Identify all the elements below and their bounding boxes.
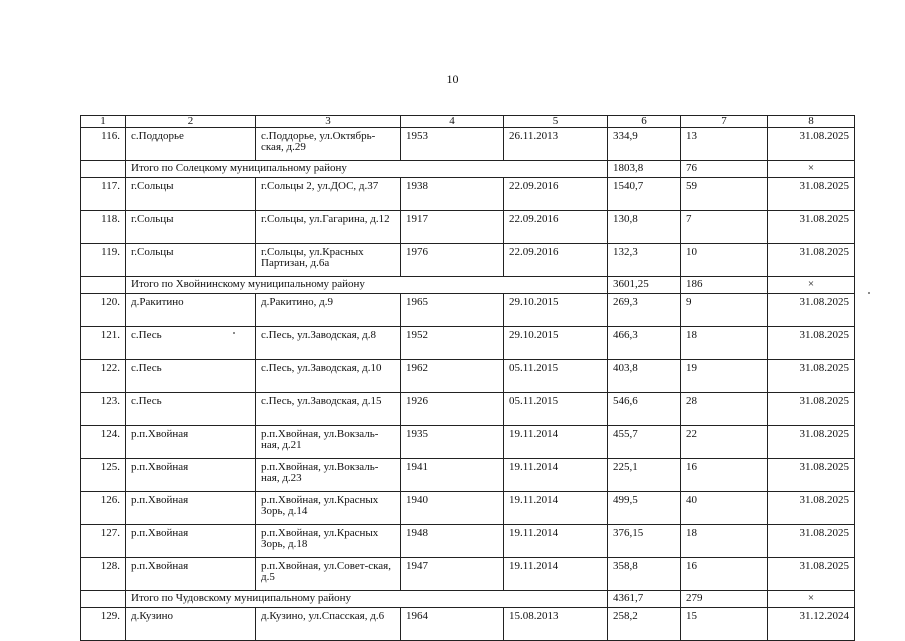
area-cell: 466,3 [608, 327, 681, 360]
scan-speck [233, 332, 235, 334]
column-header: 8 [768, 116, 855, 128]
row-number: 128. [81, 558, 126, 591]
count-cell: 10 [681, 244, 768, 277]
deadline-cell: 31.08.2025 [768, 459, 855, 492]
year-cell: 1952 [401, 327, 504, 360]
date-cell: 15.08.2013 [504, 608, 608, 641]
deadline-cell: 31.08.2025 [768, 294, 855, 327]
year-cell: 1947 [401, 558, 504, 591]
area-cell: 546,6 [608, 393, 681, 426]
total-area: 3601,25 [608, 277, 681, 294]
deadline-cell: 31.08.2025 [768, 525, 855, 558]
area-cell: 130,8 [608, 211, 681, 244]
row-number: 124. [81, 426, 126, 459]
address-cell: р.п.Хвойная, ул.Совет-ская, д.5 [256, 558, 401, 591]
locality-cell: с.Песь [126, 360, 256, 393]
total-count: 76 [681, 161, 768, 178]
total-label: Итого по Солецкому муниципальному району [126, 161, 608, 178]
area-cell: 403,8 [608, 360, 681, 393]
total-empty-cell [81, 591, 126, 608]
district-total-row [81, 591, 855, 608]
total-mark: × [768, 591, 855, 608]
deadline-cell: 31.08.2025 [768, 178, 855, 211]
row-number: 117. [81, 178, 126, 211]
date-cell: 19.11.2014 [504, 459, 608, 492]
area-cell: 376,15 [608, 525, 681, 558]
date-cell: 26.11.2013 [504, 128, 608, 161]
locality-cell: г.Сольцы [126, 244, 256, 277]
total-area: 4361,7 [608, 591, 681, 608]
address-cell: р.п.Хвойная, ул.Красных Зорь, д.18 [256, 525, 401, 558]
deadline-cell: 31.08.2025 [768, 128, 855, 161]
area-cell: 1540,7 [608, 178, 681, 211]
deadline-cell: 31.08.2025 [768, 211, 855, 244]
year-cell: 1926 [401, 393, 504, 426]
column-header: 1 [81, 116, 126, 128]
table-row [81, 360, 855, 393]
year-cell: 1965 [401, 294, 504, 327]
address-cell: д.Ракитино, д.9 [256, 294, 401, 327]
locality-cell: р.п.Хвойная [126, 492, 256, 525]
total-label: Итого по Хвойнинскому муниципальному району [126, 277, 608, 294]
count-cell: 18 [681, 327, 768, 360]
page-number: 10 [446, 72, 459, 86]
area-cell: 334,9 [608, 128, 681, 161]
column-header: 2 [126, 116, 256, 128]
table-row [81, 327, 855, 360]
count-cell: 59 [681, 178, 768, 211]
total-label: Итого по Чудовскому муниципальному району [126, 591, 608, 608]
date-cell: 22.09.2016 [504, 211, 608, 244]
year-cell: 1976 [401, 244, 504, 277]
table-row [81, 558, 855, 591]
register-table [80, 115, 855, 641]
year-cell: 1953 [401, 128, 504, 161]
table-row [81, 128, 855, 161]
address-cell: с.Песь, ул.Заводская, д.10 [256, 360, 401, 393]
area-cell: 269,3 [608, 294, 681, 327]
year-cell: 1964 [401, 608, 504, 641]
table-row [81, 492, 855, 525]
date-cell: 19.11.2014 [504, 426, 608, 459]
count-cell: 18 [681, 525, 768, 558]
table-row [81, 393, 855, 426]
district-total-row [81, 161, 855, 178]
address-cell: г.Сольцы, ул.Красных Партизан, д.6а [256, 244, 401, 277]
row-number: 125. [81, 459, 126, 492]
column-header: 4 [401, 116, 504, 128]
scan-speck [868, 292, 870, 294]
column-header: 7 [681, 116, 768, 128]
locality-cell: с.Песь [126, 393, 256, 426]
count-cell: 13 [681, 128, 768, 161]
year-cell: 1941 [401, 459, 504, 492]
address-cell: с.Песь, ул.Заводская, д.8 [256, 327, 401, 360]
date-cell: 19.11.2014 [504, 558, 608, 591]
locality-cell: г.Сольцы [126, 211, 256, 244]
count-cell: 19 [681, 360, 768, 393]
date-cell: 29.10.2015 [504, 327, 608, 360]
total-mark: × [768, 161, 855, 178]
address-cell: р.п.Хвойная, ул.Красных Зорь, д.14 [256, 492, 401, 525]
locality-cell: г.Сольцы [126, 178, 256, 211]
year-cell: 1935 [401, 426, 504, 459]
locality-cell: д.Ракитино [126, 294, 256, 327]
area-cell: 455,7 [608, 426, 681, 459]
table-row [81, 426, 855, 459]
locality-cell: с.Песь [126, 327, 256, 360]
count-cell: 28 [681, 393, 768, 426]
column-header-row [81, 116, 855, 128]
address-cell: г.Сольцы 2, ул.ДОС, д.37 [256, 178, 401, 211]
locality-cell: р.п.Хвойная [126, 525, 256, 558]
row-number: 119. [81, 244, 126, 277]
date-cell: 22.09.2016 [504, 178, 608, 211]
count-cell: 40 [681, 492, 768, 525]
year-cell: 1948 [401, 525, 504, 558]
deadline-cell: 31.08.2025 [768, 244, 855, 277]
total-empty-cell [81, 277, 126, 294]
row-number: 116. [81, 128, 126, 161]
row-number: 118. [81, 211, 126, 244]
locality-cell: р.п.Хвойная [126, 459, 256, 492]
area-cell: 258,2 [608, 608, 681, 641]
area-cell: 132,3 [608, 244, 681, 277]
row-number: 129. [81, 608, 126, 641]
district-total-row [81, 277, 855, 294]
count-cell: 15 [681, 608, 768, 641]
row-number: 127. [81, 525, 126, 558]
table-row [81, 211, 855, 244]
table-row [81, 608, 855, 641]
table-row [81, 178, 855, 211]
year-cell: 1962 [401, 360, 504, 393]
count-cell: 16 [681, 558, 768, 591]
date-cell: 22.09.2016 [504, 244, 608, 277]
address-cell: с.Поддорье, ул.Октябрь-ская, д.29 [256, 128, 401, 161]
area-cell: 358,8 [608, 558, 681, 591]
address-cell: д.Кузино, ул.Спасская, д.6 [256, 608, 401, 641]
total-empty-cell [81, 161, 126, 178]
count-cell: 16 [681, 459, 768, 492]
row-number: 120. [81, 294, 126, 327]
table-row [81, 244, 855, 277]
count-cell: 9 [681, 294, 768, 327]
total-mark: × [768, 277, 855, 294]
deadline-cell: 31.08.2025 [768, 327, 855, 360]
deadline-cell: 31.08.2025 [768, 558, 855, 591]
address-cell: р.п.Хвойная, ул.Вокзаль-ная, д.21 [256, 426, 401, 459]
table-row [81, 525, 855, 558]
total-count: 186 [681, 277, 768, 294]
count-cell: 22 [681, 426, 768, 459]
deadline-cell: 31.08.2025 [768, 360, 855, 393]
count-cell: 7 [681, 211, 768, 244]
deadline-cell: 31.08.2025 [768, 492, 855, 525]
table-row [81, 294, 855, 327]
total-area: 1803,8 [608, 161, 681, 178]
date-cell: 05.11.2015 [504, 360, 608, 393]
address-cell: р.п.Хвойная, ул.Вокзаль-ная, д.23 [256, 459, 401, 492]
date-cell: 05.11.2015 [504, 393, 608, 426]
address-cell: с.Песь, ул.Заводская, д.15 [256, 393, 401, 426]
deadline-cell: 31.08.2025 [768, 426, 855, 459]
date-cell: 19.11.2014 [504, 492, 608, 525]
year-cell: 1940 [401, 492, 504, 525]
row-number: 123. [81, 393, 126, 426]
column-header: 5 [504, 116, 608, 128]
date-cell: 19.11.2014 [504, 525, 608, 558]
row-number: 126. [81, 492, 126, 525]
area-cell: 499,5 [608, 492, 681, 525]
deadline-cell: 31.12.2024 [768, 608, 855, 641]
locality-cell: д.Кузино [126, 608, 256, 641]
locality-cell: с.Поддорье [126, 128, 256, 161]
locality-cell: р.п.Хвойная [126, 426, 256, 459]
year-cell: 1938 [401, 178, 504, 211]
area-cell: 225,1 [608, 459, 681, 492]
row-number: 121. [81, 327, 126, 360]
total-count: 279 [681, 591, 768, 608]
column-header: 6 [608, 116, 681, 128]
address-cell: г.Сольцы, ул.Гагарина, д.12 [256, 211, 401, 244]
column-header: 3 [256, 116, 401, 128]
year-cell: 1917 [401, 211, 504, 244]
deadline-cell: 31.08.2025 [768, 393, 855, 426]
row-number: 122. [81, 360, 126, 393]
locality-cell: р.п.Хвойная [126, 558, 256, 591]
date-cell: 29.10.2015 [504, 294, 608, 327]
table-row [81, 459, 855, 492]
table-body [81, 116, 855, 641]
